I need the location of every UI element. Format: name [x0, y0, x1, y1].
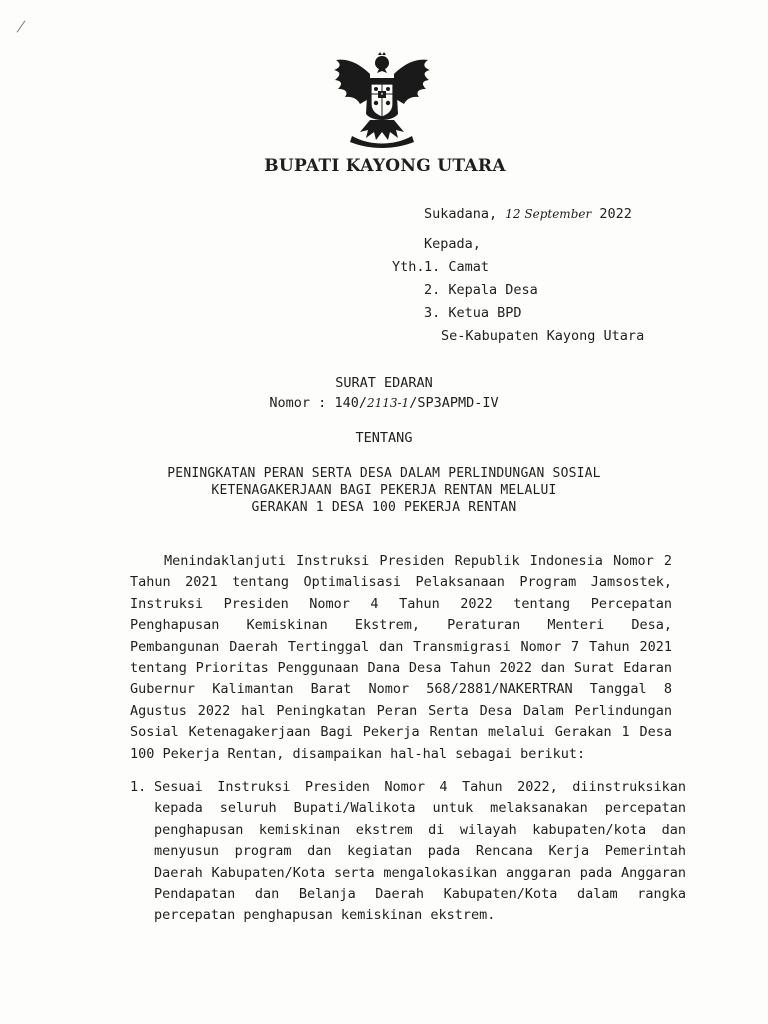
date-year: 2022	[599, 206, 632, 222]
letterhead-title: BUPATI KAYONG UTARA	[264, 156, 506, 176]
nomor-prefix: 140/	[334, 395, 367, 411]
surat-tentang: TENTANG	[355, 430, 413, 446]
recipient-item-2: 2. Kepala Desa	[424, 282, 538, 298]
date-handwritten: 12 September	[505, 207, 592, 221]
nomor-label: Nomor :	[269, 395, 327, 411]
list-item-text: Sesuai Instruksi Presiden Nomor 4 Tahun 2022, diinstruksikan kepada seluruh Bupati/Walikota untuk melaksanakan percepatan penghapusan kemiskinan ekstrem di wilayah kabupaten/kota dan menyusun program dan kegiatan pada Rencana Kerja Pemerintah Daerah Kabupaten/Kota serta mengalokasikan anggaran pada Anggaran Pendapatan dan Belanja Daerah Kabupaten/Kota dalam rangka percepatan penghapusan kemiskinan ekstrem.	[154, 779, 686, 924]
recipient-greeting: Kepada,	[424, 236, 481, 252]
date-place: Sukadana,	[424, 206, 498, 222]
recipient-scope: Se-Kabupaten Kayong Utara	[441, 328, 645, 344]
recipient-yth: Yth.	[392, 259, 425, 275]
surat-nomor	[0, 395, 768, 411]
nomor-handwritten: 2113-1	[366, 396, 410, 410]
subject-line-3: GERAKAN 1 DESA 100 PEKERJA RENTAN	[251, 500, 517, 515]
recipient-item-3: 3. Ketua BPD	[424, 305, 522, 321]
list-item-number: 1.	[130, 779, 147, 795]
subject-line-2: KETENAGAKERJAAN BAGI PEKERJA RENTAN MELALUI	[211, 483, 557, 498]
scan-mark	[17, 20, 26, 32]
recipient-item-1: 1. Camat	[424, 259, 490, 275]
nomor-suffix: /SP3APMD-IV	[409, 395, 499, 411]
surat-type: SURAT EDARAN	[335, 375, 433, 391]
body-intro-paragraph: Menindaklanjuti Instruksi Presiden Republik Indonesia Nomor 2 Tahun 2021 tentang Optimalisasi Pelaksanaan Program Jamsostek, Instruksi Presiden Nomor 4 Tahun 2022 tentang Percepatan Penghapusan Kemiskinan Ekstrem, Peraturan Menteri Desa, Pembangunan Daerah Tertinggal dan Transmigrasi Nomor 7 Tahun 2021 tentang Prioritas Penggunaan Dana Desa Tahun 2022 dan Surat Edaran Gubernur Kalimantan Barat Nomor 568/2881/NAKERTRAN Tanggal 8 Agustus 2022 hal Peningkatan Peran Serta Desa Dalam Perlindungan Sosial Ketenagakerjaan Bagi Pekerja Rentan melalui Gerakan 1 Desa 100 Pekerja Rentan, disampaikan hal-hal sebagai berikut:	[130, 553, 672, 762]
subject-line-1: PENINGKATAN PERAN SERTA DESA DALAM PERLINDUNGAN SOSIAL	[167, 466, 601, 481]
garuda-emblem-icon	[330, 52, 434, 150]
date-line	[424, 206, 632, 222]
